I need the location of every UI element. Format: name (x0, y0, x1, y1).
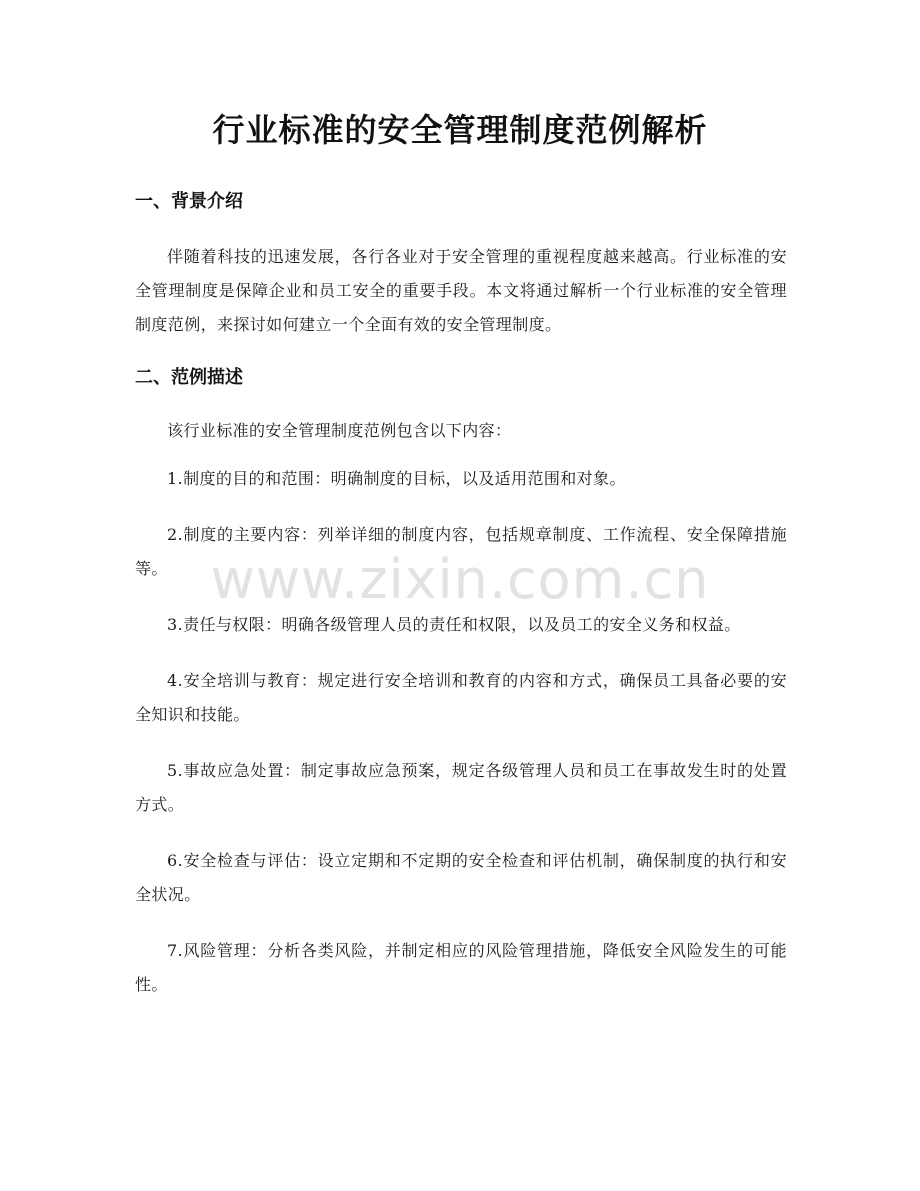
list-item: 3.责任与权限：明确各级管理人员的责任和权限，以及员工的安全义务和权益。 (167, 615, 741, 634)
list-item: 5.事故应急处置：制定事故应急预案，规定各级管理人员和员工在事故发生时的处置方式。 (135, 761, 787, 814)
background-paragraph: 伴随着科技的迅速发展，各行各业对于安全管理的重视程度越来越高。行业标准的安全管理制度是保障企业和员工安全的重要手段。本文将通过解析一个行业标准的安全管理制度范例，来探讨如何建立一个全面有效的安全管理制度。 (135, 247, 787, 334)
list-item: 6.安全检查与评估：设立定期和不定期的安全检查和评估机制，确保制度的执行和安全状况。 (135, 851, 787, 904)
page-title: 行业标准的安全管理制度范例解析 (212, 111, 708, 149)
list-item: 7.风险管理：分析各类风险，并制定相应的风险管理措施，降低安全风险发生的可能性。 (135, 941, 787, 994)
example-intro: 该行业标准的安全管理制度范例包含以下内容： (167, 421, 512, 440)
list-item: 4.安全培训与教育：规定进行安全培训和教育的内容和方式，确保员工具备必要的安全知识和技能。 (135, 671, 787, 724)
list-item: 2.制度的主要内容：列举详细的制度内容，包括规章制度、工作流程、安全保障措施等。 (135, 525, 787, 578)
document-body (135, 184, 787, 1024)
watermark: www.zixin.com.cn (210, 548, 710, 611)
list-item: 1.制度的目的和范围：明确制度的目标，以及适用范围和对象。 (167, 469, 626, 488)
section-heading-background: 一、背景介绍 (135, 191, 243, 212)
section-heading-example: 二、范例描述 (135, 367, 243, 388)
